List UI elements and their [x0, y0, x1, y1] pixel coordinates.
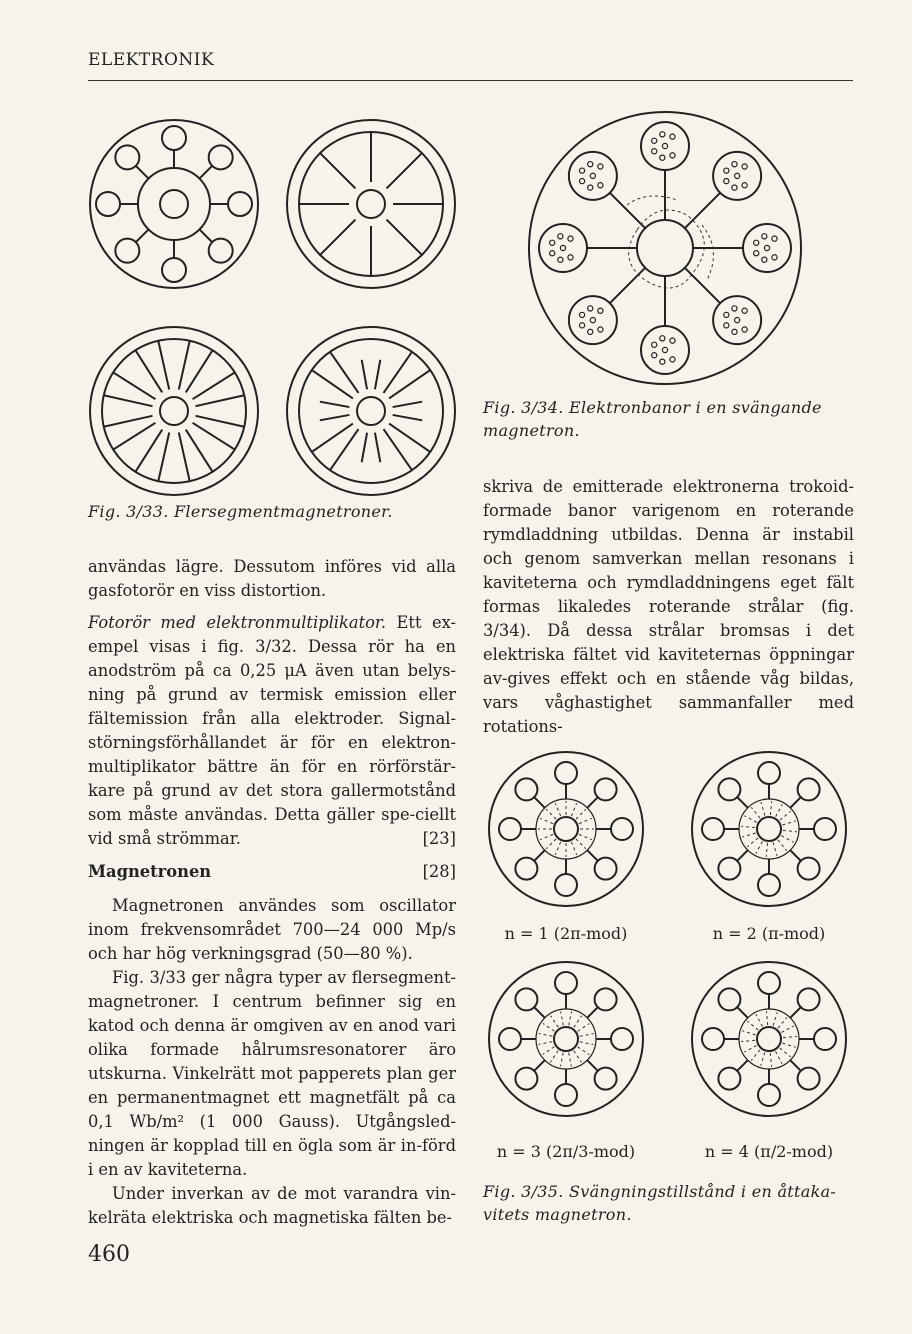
fig34-caption-line2: magnetron.	[483, 421, 580, 440]
right-column-text	[483, 475, 854, 739]
running-header: ELEKTRONIK	[88, 50, 215, 70]
fig35-mode-3-diagram	[487, 960, 645, 1118]
right-column-paragraph: skriva de emitterade elektronerna trokoid-formade banor varigenom en roterande rymdladdning utbildas. Denna är instabil och genom samverkan mellan resonans i kaviteterna och rymdladdningens eget fält formas likaledes roterande strålar (fig. 3/34). Då dessa strålar bromsas i det elektriska fältet vid kaviteternas öppningar av-gives effekt och en stående våg bildas, vars våghastighet sammanfaller med rotations-	[483, 477, 854, 736]
mode-4-label: n = 4 (π/2-mod)	[704, 1142, 834, 1161]
fig35-caption-line1: Fig. 3/35. Svängningstillstånd i en åttaka-	[483, 1182, 837, 1201]
left-paragraph-1: användas lägre. Dessutom införes vid alla gasfotorör en viss distortion.	[88, 557, 456, 600]
magnetron-text	[88, 894, 456, 1230]
magnetron-paragraph-2: Fig. 3/33 ger några typer av flersegment-magnetroner. I centrum befinner sig en katod och denna är omgiven av en anod vari olika formade hålrumsresonatorer äro utskurna. Vinkelrätt mot papperets plan ger en permanentmagnet ett magnetfält på ca 0,1 Wb/m² (1 000 Gauss). Utgångsled-ningen är kopplad till en ögla som är in-förd i en av kaviteterna.	[88, 968, 456, 1179]
magnetron-ref: [28]	[422, 862, 456, 881]
fig33-diagram-rising-sun	[285, 325, 457, 497]
left-paragraph-2	[88, 611, 456, 851]
photomultiplier-ref: [23]	[422, 829, 456, 848]
photomultiplier-text: Ett ex-empel visas i fig. 3/32. Dessa rör ha en anodström på ca 0,25 μA även utan belys-ning på grund av termisk emission eller fältemission från alla elektroder. Signal-störningsförhållandet är för en elektron-multiplikator bättre än för en rörförstär-kare på grund av det stora gallermotstånd som måste användas. Detta gäller spe-ciellt vid små strömmar.	[88, 613, 457, 848]
fig33-diagram-hole-slot	[88, 118, 260, 290]
magnetron-paragraph-1: Magnetronen användes som oscillator inom frekvensområdet 700—24 000 Mp/s och har hög verkningsgrad (50—80 %).	[88, 896, 456, 963]
photomultiplier-heading: Fotorör med elektronmultiplikator.	[88, 613, 387, 632]
magnetron-paragraph-3: Under inverkan av de mot varandra vin-kelräta elektriska och magnetiska fälten be-	[88, 1184, 456, 1227]
magnetron-heading-row	[88, 862, 456, 881]
page-number: 460	[88, 1242, 130, 1267]
fig33-diagram-vane	[285, 118, 457, 290]
fig35-mode-4-diagram	[690, 960, 848, 1118]
fig35-mode-1-diagram	[487, 750, 645, 908]
header-rule	[88, 80, 853, 81]
fig34-diagram	[527, 110, 803, 386]
fig35-caption-line2: vitets magnetron.	[483, 1205, 632, 1224]
fig35-mode-2-diagram	[690, 750, 848, 908]
fig33-caption: Fig. 3/33. Flersegmentmagnetroner.	[88, 502, 393, 521]
fig33-diagram-sector	[88, 325, 260, 497]
mode-3-label: n = 3 (2π/3-mod)	[496, 1142, 636, 1161]
magnetron-heading: Magnetronen	[88, 862, 212, 881]
left-column-text	[88, 555, 456, 851]
fig34-caption-line1: Fig. 3/34. Elektronbanor i en svängande	[483, 398, 822, 417]
mode-2-label: n = 2 (π-mod)	[712, 924, 826, 943]
mode-1-label: n = 1 (2π-mod)	[504, 924, 628, 943]
